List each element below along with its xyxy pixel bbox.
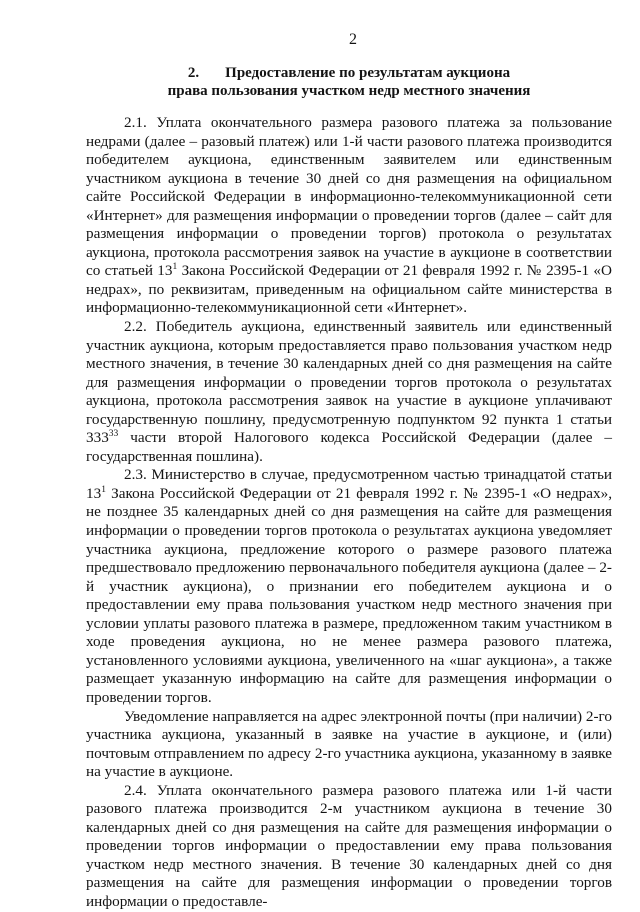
superscript: 33: [108, 429, 119, 440]
paragraph-2-1: [86, 114, 612, 318]
section-number: 2.: [187, 65, 200, 81]
section-heading-line-1: [86, 64, 612, 82]
section-heading: [86, 64, 612, 100]
paragraph-2-2-text-a: 2.2. Победитель аукциона, единственный заявитель или единственный участник аукциона, которым предоставляется право пользования участком недр местного значения, в течение 30 календарных дней со дня размещения на сайте для размещения информации о проведении торгов протокола о результатах аукциона, протокола рассмотрения заявок на участие в аукционе уплачивают государственную пошлину, предусмотренную подпунктом 92 пункта 1 статьи 333: [86, 318, 612, 447]
paragraph-2-1-text-a: 2.1. Уплата окончательного размера разового платежа за пользование недрами (далее – разовый платеж) или 1-й части разового платежа производится победителем аукциона, единственным заявителем или единственным участником аукциона в течение 30 дней со дня размещения на официальном сайте Российской Федерации в информационно-телекоммуникационной сети «Интернет» для размещения информации о проведении торгов (далее – сайт для размещения информации о проведении торгов) протокола о результатах аукциона, протокола рассмотрения заявок на участие в аукционе в соответствии со статьей 13: [86, 114, 612, 280]
section-title-line-2: права пользования участком недр местного значения: [167, 83, 531, 99]
superscript: 1: [172, 262, 178, 273]
page-number: 2: [349, 31, 357, 48]
superscript: 1: [101, 484, 106, 495]
paragraph-2-2-text-b: части второй Налогового кодекса Российской Федерации (далее – государственная пошлина).: [86, 429, 612, 465]
paragraph-2-4: 2.4. Уплата окончательного размера разового платежа или 1-й части разового платежа производится 2-м участником аукциона в течение 30 календарных дней со дня размещения на сайте для размещения информации о проведении торгов информации о предоставлении ему права пользования участком недр местного значения. В течение 30 календарных дней со дня размещения на сайте для размещения информации о проведении торгов информации о предоставле-: [86, 781, 612, 910]
paragraph-2-1-text-b: Закона Российской Федерации от 21 февраля 1992 г. № 2395-1 «О недрах», по реквизитам, приведенным на официальном сайте министерства в информационно-телекоммуникационной сети «Интернет».: [86, 262, 612, 317]
section-title-line-1: Предоставление по результатам аукциона: [225, 65, 511, 81]
paragraph-2-3: [86, 466, 612, 707]
paragraph-2-3-text-a: 2.3. Министерство в случае, предусмотренном частью тринадцатой статьи 13: [86, 466, 612, 502]
paragraph-notification: Уведомление направляется на адрес электронной почты (при наличии) 2-го участника аукциона, указанный в заявке на участие в аукционе, и (или) почтовым отправлением по адресу 2-го участника аукциона, указанному в заявке на участие в аукционе.: [86, 707, 612, 781]
document-page: [86, 30, 612, 912]
document-body: [86, 114, 612, 912]
paragraph-2-2: [86, 318, 612, 466]
paragraph-2-3-text-b: Закона Российской Федерации от 21 февраля 1992 г. № 2395-1 «О недрах», не позднее 35 календарных дней со дня размещения на сайте для размещения информации о проведении торгов протокола о результатах аукциона уведомляет участника аукциона, предложение которого о размере разового платежа предшествовало предложению первоначального победителя аукциона (далее – 2-й участник аукциона), о признании его победителем аукциона и о предоставлении ему права пользования участком недр местного значения при условии уплаты разового платежа в размере, предложенном таким участником в ходе проведения аукциона, но не менее размера разового платежа, установленного условиями аукциона, увеличенного на «шаг аукциона», а также размещает указанную информацию на сайте для размещения информации о проведении торгов.: [86, 484, 612, 706]
